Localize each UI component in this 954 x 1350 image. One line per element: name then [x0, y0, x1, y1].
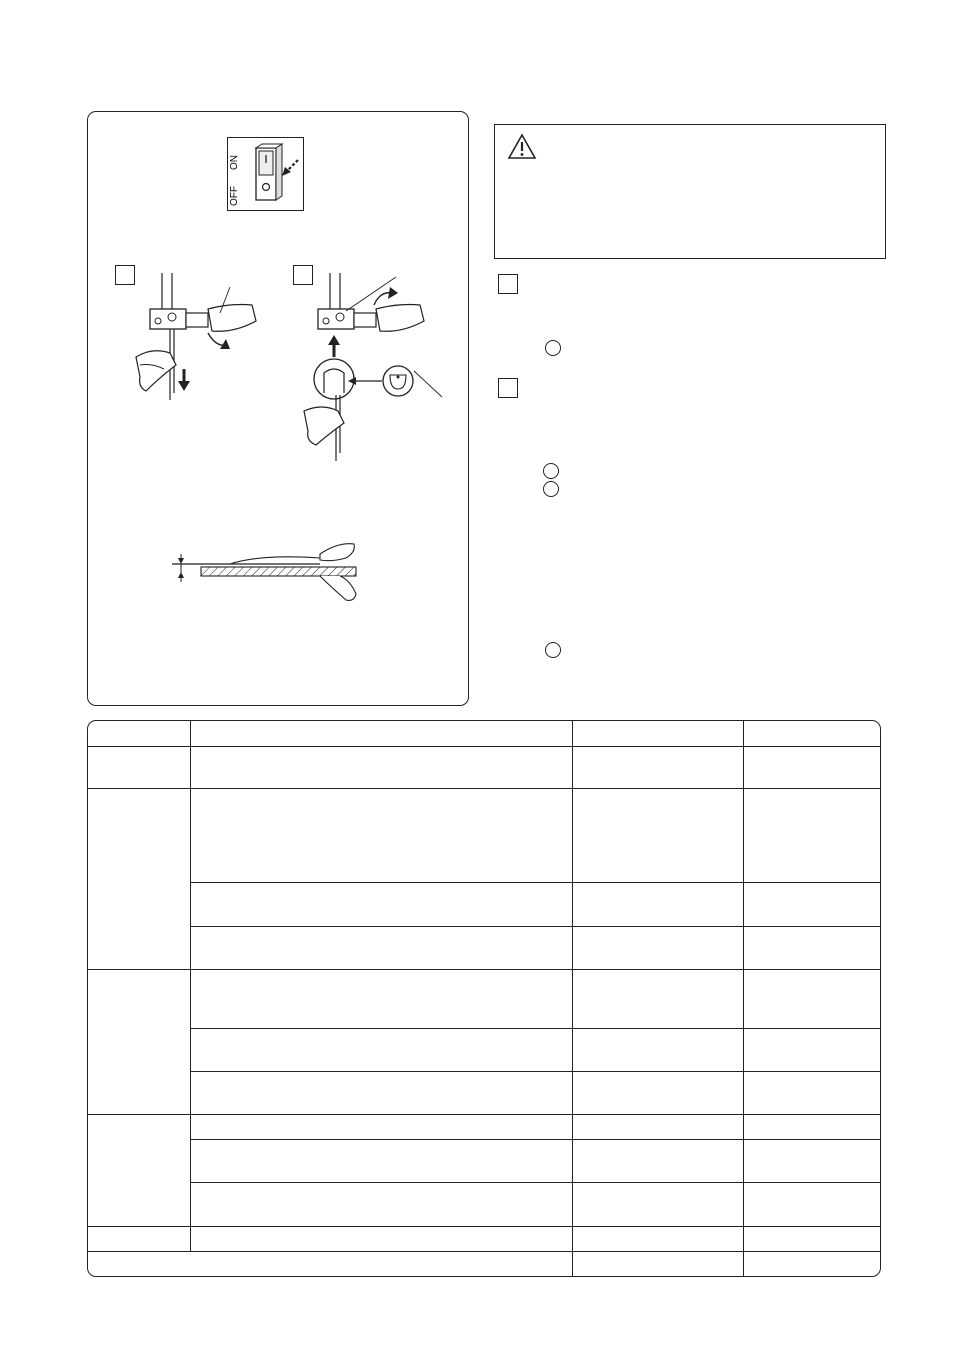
table-subrow-line [190, 1182, 881, 1183]
table-subrow-line [190, 1071, 881, 1072]
table-col-divider-1 [190, 721, 191, 1251]
step-1-box [498, 274, 518, 294]
table-subrow-line [190, 882, 881, 883]
table-row-line [88, 969, 881, 970]
table-subrow-line [190, 1139, 881, 1140]
table-row-line [88, 1251, 881, 1252]
table-col-divider-3 [743, 721, 744, 1277]
power-switch-figure [227, 137, 304, 211]
troubleshooting-table [87, 720, 881, 1277]
insert-needle-figure-icon [300, 265, 460, 465]
warning-triangle-icon [507, 133, 537, 160]
table-row-line [88, 788, 881, 789]
step-2-box [498, 378, 518, 398]
power-switch-icon [228, 138, 305, 212]
circled-marker-1 [545, 340, 561, 356]
switch-off-label: OFF [229, 186, 240, 206]
table-col-divider-2 [572, 721, 573, 1277]
switch-on-label: ON [229, 155, 240, 170]
circled-marker-4 [545, 642, 561, 658]
table-header-line [88, 746, 881, 747]
remove-needle-figure-icon [130, 265, 270, 415]
table-row-line [88, 1114, 881, 1115]
table-subrow-line [190, 926, 881, 927]
warning-box [494, 124, 886, 259]
table-subrow-line [190, 1028, 881, 1029]
needle-flat-surface-icon [170, 530, 370, 610]
circled-marker-2 [543, 463, 559, 479]
table-row-line [88, 1226, 881, 1227]
circled-marker-3 [543, 481, 559, 497]
